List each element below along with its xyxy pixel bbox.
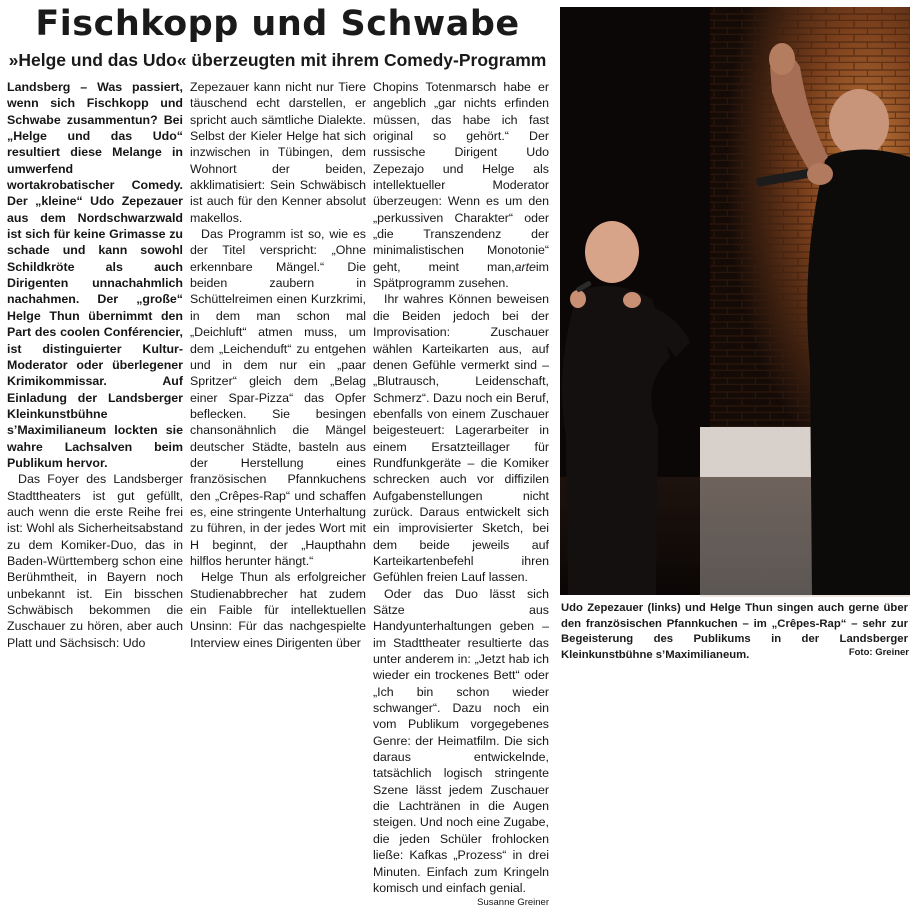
body-paragraph: Das Foyer des Landsberger Stadttheaters ist gut gefüllt, auch wenn die erste Reihe frei ist: Wohl als Sicherheitsabstand zu dem Komiker-Duo, das in Baden-Württemberg schon eine Berühmtheit, in Bayern noch unbekannt ist. Ein bisschen Schwäbisch bekommen die Zuschauer zu hören, aber auch Platt und Sächsisch: Udo	[7, 472, 183, 650]
lead-paragraph: Landsberg – Was passiert, wenn sich Fischkopp und Schwabe zusammentun? Bei „Helge und das Udo“ resultiert diese Melange in umwerfend wortakrobatischer Comedy. Der „kleine“ Udo Zepezauer aus dem Nordschwarzwald ist sich für keine Grimasse zu schade und kann sowohl Schildkröte als auch Dirigenten unnachahmlich nachahmen. Der „große“ Helge Thun übernimmt den Part des coolen Conférencier, ist distinguierter Kultur-Moderator oder überlegener Krimikommissar. Auf Einladung der Landsberger Kleinkunstbühne s’Maximilianeum lockten sie wahre Lachsalven beim Publikum hervor.	[7, 80, 183, 470]
body-paragraph: Ihr wahres Können beweisen die Beiden jedoch bei der Improvisation: Zuschauer wählen Karteikarten aus, auf denen Gefühle vermerkt sind – „Blutrausch, Leidenschaft, Schmerz“. Dazu noch ein Beruf, ebenfalls von einem Zuschauer beigesteuert: Lagerarbeiter in einem Ersatzteillager für Rundfunkgeräte – die Komiker schrecken auch vor diffizilen Aufgabenstellungen nicht zurück. Daraus entwickelt sich ein improvisierter Sketch, bei dem beide jeweils auf Karteikartenbefehl ihren Gefühlen freien Lauf lassen.	[373, 292, 550, 585]
article-column-3	[373, 79, 549, 912]
subheadline: »Helge und das Udo« überzeugten mit ihrem Comedy-Programm	[8, 50, 547, 70]
article-text	[7, 79, 183, 651]
emphasis: arte	[514, 259, 536, 274]
author-byline: Susanne Greiner	[477, 897, 549, 909]
body-paragraph: Zepezauer kann nicht nur Tiere täuschend echt darstellen, er spricht auch sämtliche Dialekte. Selbst der Kieler Helge hat sich inzwischen in Tübingen, dem Wohnort der beiden, akklimatisiert: Sein Schwäbisch ist auch für den Kenner absolut makellos.	[190, 80, 367, 225]
article-column-2	[190, 79, 366, 651]
body-paragraph: Oder das Duo lässt sich Sätze aus Handyunterhaltungen geben – im Stadttheater resultierte das unter anderem in: „Jetzt hab ich wieder ein trockenes Bett“ oder „Ich bin schon wieder schwanger“. Dazu noch ein vom Publikum vorgegebenes Genre: der Heimatfilm. Die sich daraus entwickelnde, tatsächlich logisch stringente Szene lässt jedem Zuschauer die Lachtränen in die Augen steigen. Und noch eine Zugabe, die jeden Schüler frohlocken ließe: Kafkas „Prozess“ in drei Minuten. Einfach zum Kringeln komisch und einfach genial.	[373, 586, 550, 895]
photo-caption: Udo Zepezauer (links) und Helge Thun singen auch gerne über den französischen Pfannkuchen – im „Crêpes-Rap“ – sehr zur Begeisterung des Publikums in der Landsberger Kleinkunstbühne s’Maximilianeum.	[561, 602, 908, 661]
body-paragraph	[190, 569, 366, 651]
body-paragraph-text: Chopins Totenmarsch habe er angeblich „gar nichts erfinden müssen, das habe ich fast original so gehört.“ Der russische Dirigent Udo Zepezajo und Helge als intellektueller Moderator überzeugen: Wenn es um den „perkussiven Charakter“ oder „die Transzendenz der minimalistischen Monotonie“ geht, meint man,	[373, 80, 549, 274]
headline: Fischkopp und Schwabe	[35, 4, 520, 44]
body-paragraph-text: sehen.	[471, 276, 509, 291]
photo-credit: Foto: Greiner	[848, 647, 909, 658]
body-paragraph	[373, 79, 549, 291]
stage-photo	[560, 7, 910, 595]
body-paragraph-text: im Spätprogramm zu	[373, 259, 549, 291]
body-paragraph: Das Programm ist so, wie es der Titel verspricht: „Ohne erkennbare Mängel.“ Die beiden zaubern in Schüttelreimen einen Kurzkrimi, in dem man schon mal „Deichluft“ atmen muss, um dem „Leichenduft“ zu entgehen und in dem nur ein „paar Spritzer“ gleich dem „Belag einer Spar-Pizza“ das Opfer beflecken. Sie besingen chansonähnlich die Mängel deutscher Städte, basteln aus der Herstellung eines französischen Pfannkuchens den „Crêpes-Rap“ und schaffen es, eine stringente Unterhaltung zu führen, in der jedes Wort mit H beginnt, der „Haupthahn hilflos herunter hängt.“	[190, 227, 367, 568]
body-paragraph-text: Helge Thun als erfolgreicher Studienabbrecher hat zudem ein Faible für intellektuellen Unsinn: Für das nachgespielte Interview eines Dirigenten über	[190, 570, 367, 650]
